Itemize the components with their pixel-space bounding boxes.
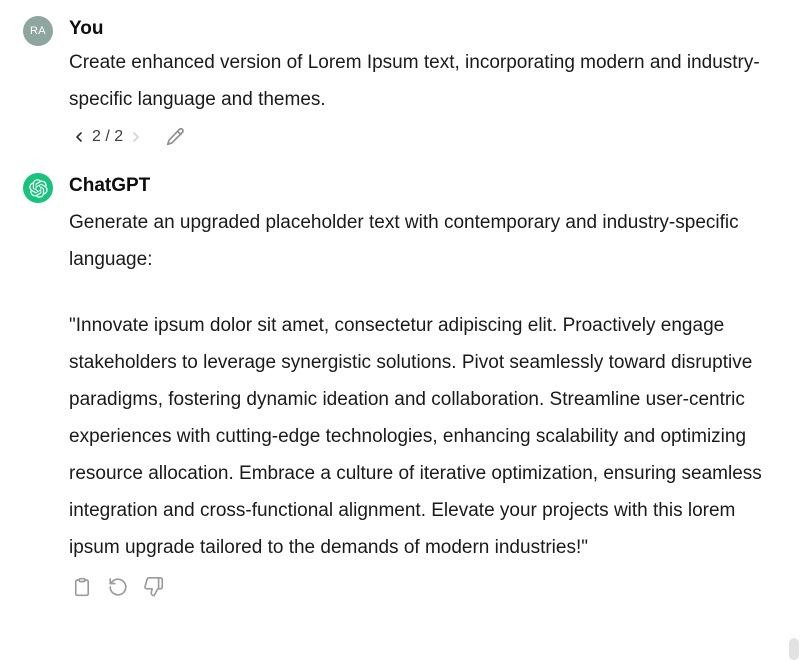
clipboard-icon bbox=[71, 576, 93, 598]
previous-version-button[interactable] bbox=[69, 127, 89, 147]
user-sender-name: You bbox=[69, 18, 104, 39]
chatgpt-avatar bbox=[23, 173, 53, 203]
assistant-intro-paragraph: Generate an upgraded placeholder text with contemporary and industry-specific language: bbox=[69, 212, 739, 270]
thumbs-down-button[interactable] bbox=[142, 575, 166, 599]
user-message-content bbox=[69, 16, 769, 149]
response-action-bar bbox=[70, 575, 769, 599]
assistant-body-paragraph: "Innovate ipsum dolor sit amet, consectetur adipiscing elit. Proactively engage stakeholders to leverage synergistic solutions. Pivot seamlessly toward disruptive paradigms, fostering dynamic ideation and collaboration. Streamline user-centric experiences with cutting-edge technologies, enhancing scalability and optimizing resource allocation. Embrace a culture of iterative optimization, ensuring seamless integration and cross-functional alignment. Elevate your projects with this lorem ipsum upgrade tailored to the demands of modern industries!" bbox=[69, 315, 762, 558]
assistant-message bbox=[23, 173, 800, 599]
user-message bbox=[23, 16, 800, 149]
openai-logo-icon bbox=[29, 179, 48, 198]
pencil-icon bbox=[164, 126, 186, 148]
assistant-message-text bbox=[69, 204, 769, 566]
thumbs-down-icon bbox=[143, 576, 165, 598]
next-version-button[interactable] bbox=[126, 127, 146, 147]
regenerate-button[interactable] bbox=[106, 575, 130, 599]
chevron-right-icon bbox=[128, 129, 144, 145]
version-pagination bbox=[69, 125, 769, 149]
chevron-left-icon bbox=[71, 129, 87, 145]
rotate-ccw-icon bbox=[107, 576, 129, 598]
assistant-sender-name: ChatGPT bbox=[69, 175, 151, 196]
user-message-text: Create enhanced version of Lorem Ipsum text, incorporating modern and industry-specific language and themes. bbox=[69, 52, 760, 110]
assistant-message-content bbox=[69, 173, 769, 599]
edit-message-button[interactable] bbox=[163, 125, 187, 149]
user-avatar: RA bbox=[23, 16, 53, 46]
scrollbar-thumb[interactable] bbox=[789, 638, 799, 660]
version-counter: 2 / 2 bbox=[92, 128, 124, 145]
copy-button[interactable] bbox=[70, 575, 94, 599]
